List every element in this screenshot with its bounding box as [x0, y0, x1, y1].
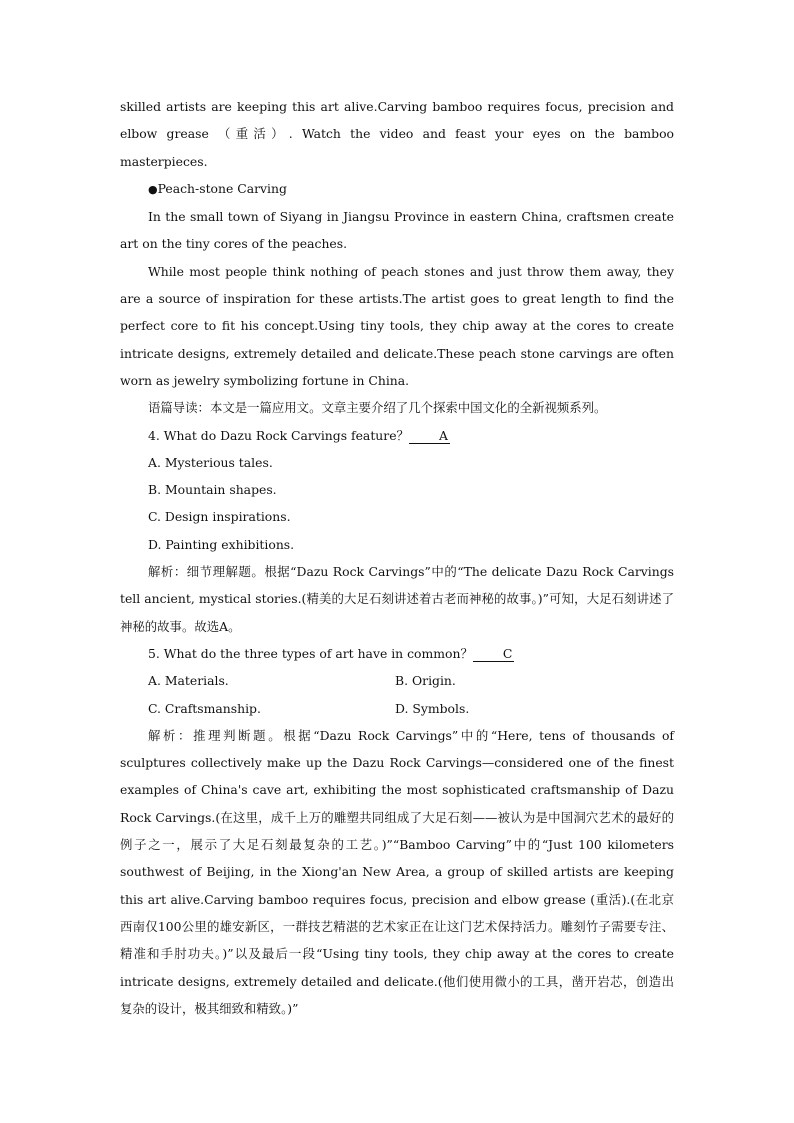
paragraph-siyang: In the small town of Siyang in Jiangsu Province in eastern China, craftsmen create art on the tiny cores of the peaches.	[120, 209, 674, 252]
document-page	[120, 93, 674, 1022]
q5-option-d: D. Symbols.	[395, 700, 470, 716]
q5-option-c: C. Craftsmanship.	[148, 700, 261, 716]
q4-option-c: C. Design inspirations.	[148, 509, 291, 525]
question-5-answer: C	[473, 646, 514, 662]
question-5	[120, 640, 674, 667]
q5-option-b: B. Origin.	[395, 673, 456, 689]
q4-option-b: B. Mountain shapes.	[148, 482, 277, 498]
question-4-stem: 4. What do Dazu Rock Carvings feature？	[148, 427, 409, 443]
question-4-answer: A	[409, 428, 450, 444]
q4-option-d: D. Painting exhibitions.	[148, 536, 295, 552]
bullet-icon: ●	[148, 182, 158, 196]
q5-options-row-1	[120, 667, 674, 694]
q5-option-a: A. Materials.	[148, 673, 229, 689]
paragraph-peach-stones: While most people think nothing of peach stones and just throw them away, they are a source of inspiration for these artists.The artist goes to great length to find the perfect core to fit his concept.Using tiny tools, they chip away at the cores to create intricate designs, extremely detailed and delicate.These peach stone carvings are often worn as jewelry symbolizing fortune in China.	[120, 263, 674, 388]
reading-guide: 语篇导读：本文是一篇应用文。文章主要介绍了几个探索中国文化的全新视频系列。	[148, 400, 607, 416]
paragraph-bamboo-end: skilled artists are keeping this art alive.Carving bamboo requires focus, precision and elbow grease （重活）. Watch the video and feast your eyes on the bamboo masterpieces.	[120, 99, 674, 169]
q4-option-a: A. Mysterious tales.	[148, 454, 273, 470]
section-heading	[120, 175, 674, 203]
q5-analysis: 解析：推理判断题。根据“Dazu Rock Carvings”中的“Here, tens of thousands of sculptures collectively make up the Dazu Rock Carvings—considered one of the finest examples of China's cave art, exhibiting the most sophisticated craftsmanship of Dazu Rock Carvings.(在这里，成千上万的雕塑共同组成了大足石刻——被认为是中国洞穴艺术的最好的例子之一，展示了大足石刻最复杂的工艺。)”“Bamboo Carving”中的“Just 100 kilometers southwest of Beijing, in the Xiong'an New Area, a group of skilled artists are keeping this art alive.Carving bamboo requires focus, precision and elbow grease (重活).(在北京西南仅100公里的雄安新区，一群技艺精湛的艺术家正在让这门艺术保持活力。雕刻竹子需要专注、精准和手肘功夫。)”以及最后一段“Using tiny tools, they chip away at the cores to create intricate designs, extremely detailed and delicate.(他们使用微小的工具，凿开岩芯，创造出复杂的设计，极其细致和精致。)”	[120, 727, 674, 1016]
q5-options-row-2	[120, 695, 674, 722]
question-5-stem: 5. What do the three types of art have in common？	[148, 645, 473, 661]
question-4	[120, 422, 674, 449]
section-title: Peach-stone Carving	[157, 180, 287, 196]
q4-analysis: 解析：细节理解题。根据“Dazu Rock Carvings”中的“The delicate Dazu Rock Carvings tell ancient, mystical stories.(精美的大足石刻讲述着古老而神秘的故事。)”可知，大足石刻讲述了神秘的故事。故选A。	[120, 564, 674, 634]
